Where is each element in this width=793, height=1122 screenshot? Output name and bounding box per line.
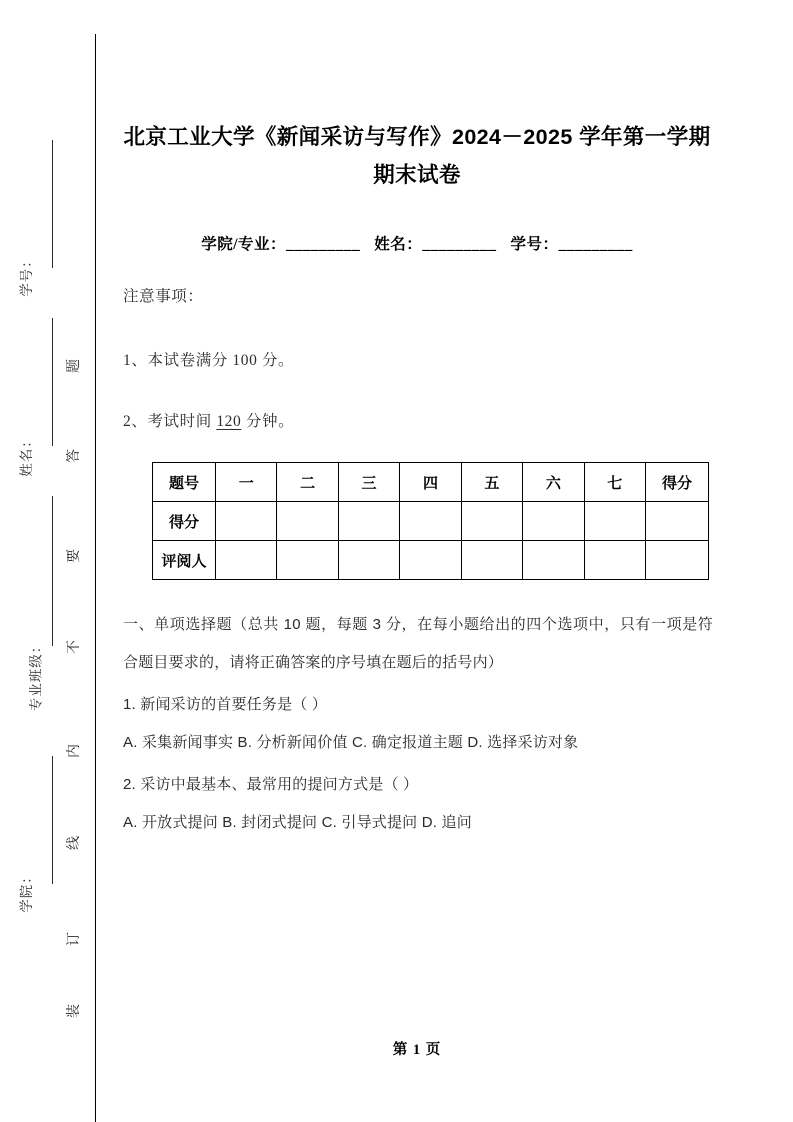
binding-field-blank-class	[52, 496, 53, 646]
exam-content	[123, 606, 713, 846]
score-table-row-grader-cell-7[interactable]	[646, 541, 709, 580]
score-table-row-grader	[153, 541, 709, 580]
seal-char-4	[62, 740, 88, 762]
seal-char-2	[62, 545, 88, 567]
score-table-row-score	[153, 502, 709, 541]
exam-page-body	[123, 0, 713, 1122]
binding-field-label-class	[0, 620, 54, 730]
score-table-row-grader-cell-2[interactable]	[338, 541, 399, 580]
score-table-row-score-cell-5[interactable]	[523, 502, 584, 541]
score-table-row-grader-cell-6[interactable]	[584, 541, 645, 580]
student-info-line	[123, 232, 711, 254]
seal-char-1-text: 答	[67, 449, 82, 463]
seal-char-6	[62, 928, 88, 950]
score-table-header-cell-6: 六	[523, 463, 584, 502]
score-table-header-cell-0: 题号	[153, 463, 216, 502]
score-table-row-grader-cell-4[interactable]	[461, 541, 522, 580]
notes-item-2-suffix: 分钟。	[241, 413, 295, 430]
score-table-row-grader-cell-1[interactable]	[277, 541, 338, 580]
binding-field-label-class-text: 专业班级：	[28, 638, 44, 712]
binding-field-blank-name	[52, 318, 53, 446]
seal-char-5	[62, 832, 88, 854]
seal-char-3-text: 不	[67, 640, 82, 654]
score-table-row-grader-cell-5[interactable]	[523, 541, 584, 580]
score-table-row-score-cell-7[interactable]	[646, 502, 709, 541]
score-table-header-row	[153, 463, 709, 502]
score-table-row-score-cell-6[interactable]	[584, 502, 645, 541]
binding-field-label-college	[0, 856, 54, 926]
binding-vertical-rule	[95, 34, 96, 1122]
seal-char-4-text: 内	[67, 744, 82, 758]
notes-item-1: 1、本试卷满分 100 分。	[123, 352, 295, 369]
question-item	[123, 766, 713, 842]
score-table-row-grader-label: 评阅人	[153, 541, 216, 580]
question-1-stem: 1. 新闻采访的首要任务是（ ）	[123, 696, 328, 713]
score-table-header-cell-5: 五	[461, 463, 522, 502]
student-id-blank[interactable]: _________	[558, 236, 633, 253]
score-table-row-score-cell-2[interactable]	[338, 502, 399, 541]
notes-heading: 注意事项：	[123, 288, 204, 305]
seal-char-7-text: 装	[67, 1004, 82, 1018]
binding-field-label-college-text: 学院：	[19, 869, 34, 913]
score-table-row-score-label: 得分	[153, 502, 216, 541]
score-table-row-grader-cell-0[interactable]	[216, 541, 277, 580]
question-item	[123, 686, 713, 762]
score-table-row-grader-cell-3[interactable]	[400, 541, 461, 580]
college-major-label: 学院/专业：	[201, 236, 287, 253]
question-1-options[interactable]: A. 采集新闻事实 B. 分析新闻价值 C. 确定报道主题 D. 选择采访对象	[123, 734, 579, 751]
binding-field-blank-student-id	[52, 140, 53, 268]
score-table-row-score-cell-4[interactable]	[461, 502, 522, 541]
seal-char-5-text: 线	[67, 836, 82, 850]
binding-field-label-name-text: 姓名：	[19, 433, 34, 477]
seal-char-2-text: 要	[67, 549, 82, 563]
name-label: 姓名：	[374, 236, 423, 253]
binding-margin	[0, 0, 96, 1122]
score-table-row-score-cell-3[interactable]	[400, 502, 461, 541]
binding-field-blank-college	[52, 756, 53, 884]
score-table-header-cell-4: 四	[400, 463, 461, 502]
score-table-header-cell-1: 一	[216, 463, 277, 502]
section-1-heading: 一、单项选择题（总共 10 题，每题 3 分，在每小题给出的四个选项中，只有一项是符合题目要求的，请将正确答案的序号填在题后的括号内）	[123, 616, 713, 671]
page-footer: 第 1 页	[392, 1042, 442, 1058]
score-table-header-cell-3: 三	[338, 463, 399, 502]
question-2-options[interactable]: A. 开放式提问 B. 封闭式提问 C. 引导式提问 D. 追问	[123, 814, 472, 831]
score-table-header-cell-2: 二	[277, 463, 338, 502]
student-id-label: 学号：	[510, 236, 559, 253]
binding-field-label-student-id	[0, 240, 54, 310]
page-title: 北京工业大学《新闻采访与写作》2024－2025 学年第一学期期末试卷	[123, 125, 711, 187]
question-2-stem: 2. 采访中最基本、最常用的提问方式是（ ）	[123, 776, 419, 793]
exam-duration-value[interactable]: 120	[216, 413, 242, 430]
seal-char-6-text: 订	[67, 932, 82, 946]
score-table-header-cell-8: 得分	[646, 463, 709, 502]
seal-char-1	[62, 445, 88, 467]
seal-char-0-text: 题	[67, 359, 82, 373]
score-table	[152, 462, 709, 580]
score-table-row-score-cell-0[interactable]	[216, 502, 277, 541]
seal-char-3	[62, 636, 88, 658]
score-table-row-score-cell-1[interactable]	[277, 502, 338, 541]
name-blank[interactable]: _________	[422, 236, 497, 253]
seal-char-7	[62, 1000, 88, 1022]
score-table-header-cell-7: 七	[584, 463, 645, 502]
binding-field-label-student-id-text: 学号：	[19, 253, 34, 297]
college-major-blank[interactable]: _________	[286, 236, 361, 253]
notes-item-2	[123, 409, 294, 431]
binding-field-label-name	[0, 420, 54, 490]
seal-char-0	[62, 355, 88, 377]
notes-item-2-prefix: 2、考试时间	[123, 413, 217, 430]
